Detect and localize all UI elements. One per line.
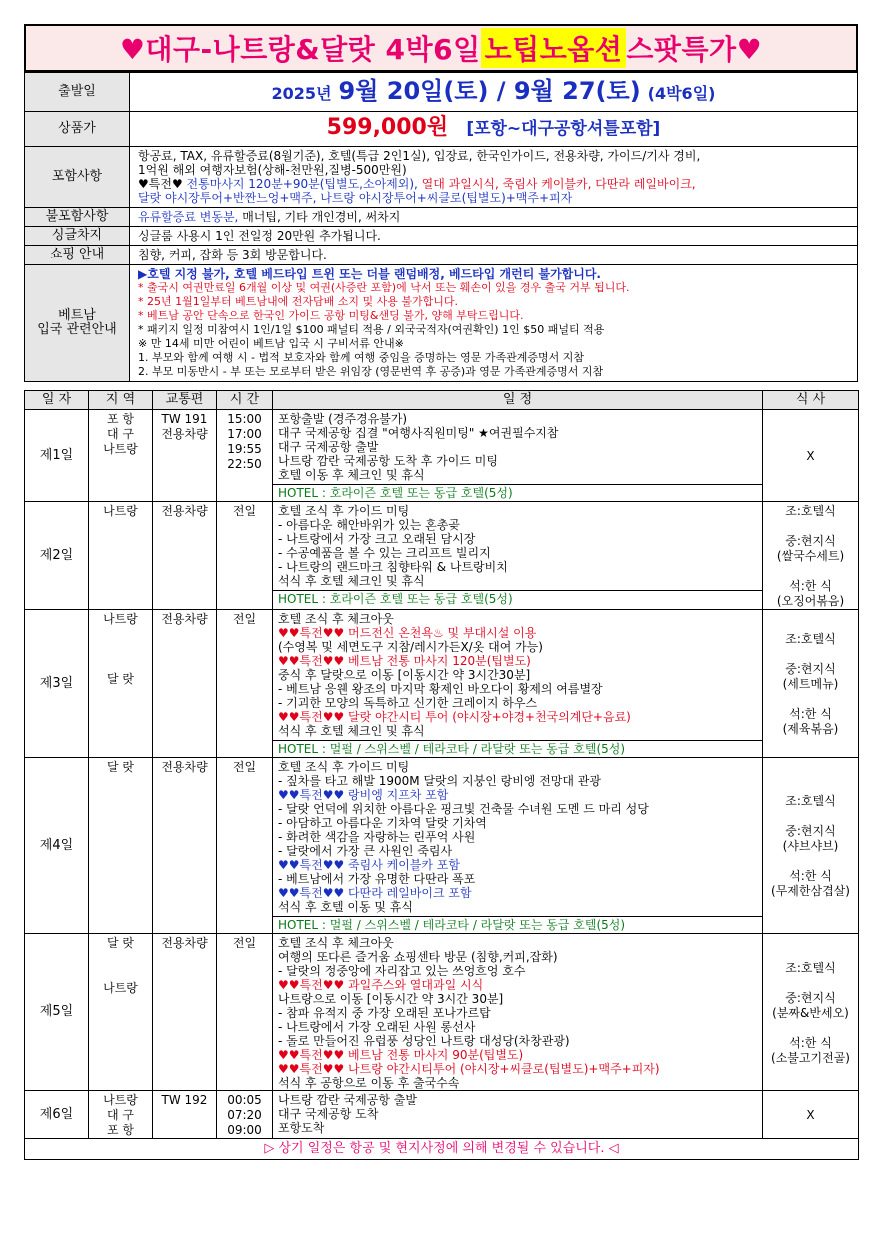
itinerary-line: - 베트남에서 가장 유명한 다딴라 폭포 (278, 872, 476, 886)
itinerary-line: ♥♥특전♥♥ 다딴라 레일바이크 포함 (278, 886, 472, 900)
meal-cell-line (763, 976, 858, 991)
single-label: 싱글차지 (25, 227, 130, 246)
transport-cell (153, 502, 217, 610)
meal-cell (763, 410, 859, 502)
transport-cell (153, 758, 217, 934)
transport-cell (153, 1091, 217, 1139)
excluded-fuel: 유류할증료 변동분, (138, 210, 239, 224)
header-day: 일 자 (25, 391, 89, 410)
schedule-row (25, 502, 859, 610)
itinerary-line: ♥♥특전♥♥ 머드전신 온천욕♨ 및 부대시설 이용 (278, 626, 537, 640)
day-cell: 제1일 (25, 410, 89, 502)
region-cell-line: 달 랏 (107, 936, 134, 950)
schedule-row (25, 410, 859, 502)
region-cell (89, 502, 153, 610)
shopping-label: 쇼핑 안내 (25, 246, 130, 265)
region-cell-line (89, 951, 152, 966)
title-post: 스팟특가♥ (626, 33, 763, 66)
vietnam-label-1: 베트남 (58, 308, 96, 323)
page-title (24, 24, 858, 72)
meal-cell-line: (샤브샤브) (782, 839, 839, 853)
day-cell: 제2일 (25, 502, 89, 610)
region-cell-line: 나트랑 (103, 612, 138, 626)
meal-cell-line (763, 1021, 858, 1036)
title-pre: ♥대구-나트랑&달랏 4박6일 (119, 33, 481, 66)
itinerary-cell (273, 1091, 763, 1139)
itinerary-line: 포항도착 (278, 1121, 325, 1135)
excluded-rest: 매너팁, 기타 개인경비, 써차지 (238, 210, 401, 224)
itinerary-line: 대구 국제공항 도착 (278, 1107, 379, 1121)
day-cell: 제3일 (25, 610, 89, 758)
itinerary-line: - 아담하고 아름다운 기차역 달랏 기차역 (278, 816, 487, 830)
itinerary-line: ♥♥특전♥♥ 베트남 전통 마사지 120분(팁별도) (278, 654, 531, 668)
itinerary-line: ♥♥특전♥♥ 나트랑 야간시티투어 (야시장+씨클로(팁별도)+맥주+피자) (278, 1062, 660, 1076)
meal-cell (763, 1091, 859, 1139)
departure-year: 2025년 (271, 83, 332, 103)
vietnam-line: * 25년 1월1일부터 베트남내에 전자담배 소지 및 사용 불가합니다. (138, 295, 458, 308)
header-transport: 교통편 (153, 391, 217, 410)
special-line-2: 달랏 야시장투어+반짠느엉+맥주, 나트랑 야시장투어+씨클로(팁별도)+맥주+피자 (138, 191, 573, 205)
price-row (25, 112, 858, 147)
transport-cell-line: 전용차량 (161, 612, 208, 626)
region-cell-line: 대 구 (107, 427, 134, 441)
time-cell-line: 전일 (232, 504, 257, 518)
vietnam-row (25, 265, 858, 382)
itinerary-line: ♥♥특전♥♥ 죽림사 케이블카 포함 (278, 858, 460, 872)
itinerary-line: 호텔 조식 후 체크아웃 (278, 612, 394, 626)
meal-cell (763, 502, 859, 610)
meal-cell-line: 조:호텔식 (785, 960, 836, 975)
departure-label: 출발일 (25, 73, 130, 112)
time-cell-line: 09:00 (227, 1123, 262, 1137)
schedule-row (25, 1091, 859, 1139)
itinerary-line: 여행의 또다른 즐거움 쇼핑센타 방문 (침향,커피,잡화) (278, 950, 558, 964)
day-cell: 제5일 (25, 934, 89, 1091)
meal-cell-line: X (806, 1108, 815, 1122)
meal-cell-line: (쌀국수세트) (776, 549, 845, 563)
transport-cell-line: 전용차량 (161, 427, 208, 441)
meal-cell-line (763, 519, 858, 534)
itinerary-line: 호텔 조식 후 가이드 미팅 (278, 504, 410, 518)
itinerary-line: - 참파 유적지 중 가장 오래된 포나가르탑 (278, 1006, 491, 1020)
itinerary-line: 석식 후 호텔 체크인 및 휴식 (278, 574, 425, 588)
vietnam-line: ▶호텔 지정 불가, 호텔 베드타입 트윈 또는 더블 랜덤배정, 베드타입 개런티 불가합니다. (138, 267, 601, 281)
special-prefix: ♥특전♥ (138, 177, 187, 191)
transport-cell-line: TW 191 (161, 412, 208, 426)
time-cell-line: 07:20 (227, 1108, 262, 1122)
price-note: [포항~대구공항셔틀포함] (466, 119, 661, 139)
region-cell-line (89, 642, 152, 657)
vietnam-label-2: 입국 관련안내 (37, 322, 117, 337)
day-cell: 제6일 (25, 1091, 89, 1139)
meal-cell-line: 석:한 식 (789, 869, 832, 883)
itinerary-line: 중식 후 달랏으로 이동 [이동시간 약 3시간30분] (278, 668, 531, 682)
transport-cell (153, 610, 217, 758)
meal-cell-line: (무제한삼겹살) (771, 884, 850, 898)
region-cell-line: 포 항 (107, 412, 134, 426)
meal-cell-line (763, 809, 858, 824)
meal-cell-line: 조:호텔식 (785, 632, 836, 646)
itinerary-line: 나트랑 깜란 국제공항 도착 후 가이드 미팅 (278, 454, 498, 468)
itinerary-cell (273, 610, 763, 758)
included-value (130, 147, 858, 208)
region-cell-line (89, 657, 152, 672)
region-cell (89, 410, 153, 502)
region-cell (89, 610, 153, 758)
meal-cell (763, 610, 859, 758)
region-cell-line (89, 966, 152, 981)
region-cell (89, 1091, 153, 1139)
schedule-body (25, 410, 859, 1139)
vietnam-line: 2. 부모 미동반시 - 부 또는 모로부터 받은 위임장 (영문번역 후 공증)과 영문 가족관계증명서 지참 (138, 365, 604, 378)
meal-cell-line (763, 564, 858, 579)
itinerary-line: 호텔 조식 후 가이드 미팅 (278, 760, 410, 774)
region-cell (89, 934, 153, 1091)
special-line-1 (138, 177, 849, 191)
itinerary-line: 호텔 조식 후 체크아웃 (278, 936, 394, 950)
itinerary-line: - 기괴한 모양의 독특하고 신기한 크레이지 하우스 (278, 696, 538, 710)
departure-row (25, 73, 858, 112)
itinerary-line: 포항출발 (경주경유불가) (278, 412, 408, 426)
region-cell (89, 758, 153, 934)
price-value (130, 112, 858, 147)
time-cell-line: 00:05 (227, 1093, 262, 1107)
transport-cell-line: 전용차량 (161, 504, 208, 518)
meal-cell-line: 중:현지식 (785, 990, 836, 1005)
region-cell-line: 달 랏 (107, 760, 134, 774)
region-cell-line: 나트랑 (103, 981, 138, 995)
transport-cell-line: 전용차량 (161, 760, 208, 774)
itinerary-line: - 화려한 색감을 자랑하는 린푸억 사원 (278, 830, 476, 844)
time-cell (217, 410, 273, 502)
excluded-value (130, 208, 858, 227)
transport-cell-line: 전용차량 (161, 936, 208, 950)
time-cell-line: 전일 (232, 760, 257, 774)
schedule-row (25, 934, 859, 1091)
day-cell: 제4일 (25, 758, 89, 934)
region-cell-line (89, 627, 152, 642)
meal-cell-line: X (806, 449, 815, 463)
schedule-row (25, 610, 859, 758)
itinerary-cell (273, 758, 763, 934)
time-cell-line: 15:00 (227, 412, 262, 426)
region-cell-line: 포 항 (107, 1123, 134, 1137)
itinerary-line: (수영복 및 세면도구 지참/레시가든X/옷 대여 가능) (278, 640, 543, 654)
meal-cell (763, 934, 859, 1091)
itinerary-line: ♥♥특전♥♥ 베트남 전통 마사지 90분(팁별도) (278, 1048, 524, 1062)
vietnam-line: ※ 만 14세 미만 어린이 베트남 입국 시 구비서류 안내※ (138, 337, 404, 350)
transport-cell (153, 410, 217, 502)
vietnam-value (130, 265, 858, 382)
hotel-line: HOTEL : 호라이즌 호텔 또는 동급 호텔(5성) (273, 590, 762, 607)
vietnam-line: * 패키지 일정 미참여시 1인/1일 $100 패널티 적용 / 외국국적자(여권확인) 1인 $50 패널티 적용 (138, 323, 605, 336)
time-cell (217, 934, 273, 1091)
vietnam-label (25, 265, 130, 382)
meal-cell-line: 중:현지식 (785, 662, 836, 676)
included-line-1: 항공료, TAX, 유류할증료(8월기준), 호텔(특급 2인1실), 입장료, 한국인가이드, 전용차량, 가이드/기사 경비, (138, 149, 701, 163)
header-itinerary: 일 정 (273, 391, 763, 410)
itinerary-line: 대구 국제공항 집결 "여행사직원미팅" ★여권필수지참 (278, 426, 559, 440)
meal-cell-line: 중:현지식 (785, 824, 836, 838)
itinerary-line: - 아름다운 해안바위가 있는 혼총곶 (278, 518, 460, 532)
time-cell (217, 502, 273, 610)
meal-cell-line (763, 854, 858, 869)
meal-cell-line: (제육볶음) (782, 722, 839, 736)
meal-cell-line (763, 647, 858, 662)
vietnam-line: * 출국시 여권만료일 6개월 이상 및 여권(사증란 포함)에 낙서 또는 훼손이 있을 경우 출국 거부 됩니다. (138, 281, 630, 294)
transport-cell-line: TW 192 (161, 1093, 208, 1107)
time-cell-line: 19:55 (227, 442, 262, 456)
itinerary-line: - 나트랑에서 가장 크고 오래된 담시장 (278, 532, 476, 546)
excluded-label: 불포함사항 (25, 208, 130, 227)
itinerary-line: 나트랑으로 이동 [이동시간 약 3시간 30분] (278, 992, 504, 1006)
meal-cell (763, 758, 859, 934)
notice-row (25, 1139, 859, 1160)
itinerary-cell (273, 934, 763, 1091)
included-line-2: 1억원 해외 여행자보험(상해-천만원,질병-500만원) (138, 163, 407, 177)
shopping-row (25, 246, 858, 265)
included-row (25, 147, 858, 208)
time-cell-line: 22:50 (227, 457, 262, 471)
itinerary-cell (273, 410, 763, 502)
time-cell-line: 전일 (232, 936, 257, 950)
shopping-value: 침향, 커피, 잡화 등 3회 방문합니다. (130, 246, 858, 265)
header-meals: 식 사 (763, 391, 859, 410)
special-a: 전통마사지 120분+90분(팁별도,소아제외), (186, 177, 422, 191)
itinerary-line: - 수공예품을 볼 수 있는 크리프트 빌리지 (278, 546, 491, 560)
page (24, 24, 858, 1160)
excluded-row (25, 208, 858, 227)
meal-cell-line: (오징어볶음) (776, 594, 845, 608)
itinerary-line: - 나트랑의 랜드마크 침향타워 & 나트랑비치 (278, 560, 508, 574)
departure-dates: 9월 20일(토) / 9월 27(토) (338, 76, 641, 105)
itinerary-line: - 베트남 응웬 왕조의 마지막 황제인 바오다이 황제의 여름별장 (278, 682, 603, 696)
itinerary-line: - 짚차를 타고 해발 1900M 달랏의 지붕인 랑비엥 전망대 관광 (278, 774, 601, 788)
meal-cell-line: (소불고기전골) (771, 1050, 850, 1065)
region-cell-line: 나트랑 (103, 442, 138, 456)
meal-cell-line: 석:한 식 (789, 1035, 832, 1050)
schedule-notice: ▷ 상기 일정은 항공 및 현지사정에 의해 변경될 수 있습니다. ◁ (25, 1139, 859, 1160)
hotel-line: HOTEL : 멀펄 / 스위스벨 / 테라코타 / 라달랏 또는 동급 호텔(5성) (273, 916, 762, 933)
itinerary-line: - 달랏 언덕에 위치한 아름다운 핑크빛 건축물 수녀원 도멘 드 마리 성당 (278, 802, 649, 816)
schedule-table (24, 390, 859, 1160)
time-cell (217, 610, 273, 758)
header-region: 지 역 (89, 391, 153, 410)
special-b: 열대 과일시식, 죽림사 케이블카, 다딴라 레일바이크, (421, 177, 696, 191)
itinerary-line: 석식 후 공항으로 이동 후 출국수속 (278, 1076, 460, 1090)
price-label: 상품가 (25, 112, 130, 147)
transport-cell (153, 934, 217, 1091)
meal-cell-line: 조:호텔식 (785, 504, 836, 518)
time-cell-line: 전일 (232, 612, 257, 626)
itinerary-line: - 나트랑에서 가장 오래된 사원 롱선사 (278, 1020, 476, 1034)
itinerary-line: 나트랑 깜란 국제공항 출발 (278, 1093, 417, 1107)
meal-cell-line: (분짜&반세오) (772, 1005, 849, 1020)
region-cell-line: 나트랑 (103, 1093, 138, 1107)
itinerary-cell (273, 502, 763, 610)
itinerary-line: ♥♥특전♥♥ 과일주스와 열대과일 시식 (278, 978, 484, 992)
itinerary-line: - 돌로 만들어진 유럽풍 성당인 나트랑 대성당(차창관광) (278, 1034, 570, 1048)
schedule-header (25, 391, 859, 410)
meal-cell-line: (세트메뉴) (782, 677, 839, 691)
time-cell-line: 17:00 (227, 427, 262, 441)
vietnam-line: 1. 부모와 함께 여행 시 - 법적 보호자와 함께 여행 중임을 증명하는 영문 가족관계증명서 지참 (138, 351, 584, 364)
itinerary-line: 석식 후 호텔 이동 및 휴식 (278, 900, 413, 914)
region-cell-line: 대 구 (107, 1108, 134, 1122)
included-label: 포함사항 (25, 147, 130, 208)
departure-value (130, 73, 858, 112)
departure-duration: (4박6일) (647, 83, 716, 103)
schedule-row (25, 758, 859, 934)
itinerary-line: - 달랏의 정중앙에 자리잡고 있는 쓰엉흐엉 호수 (278, 964, 526, 978)
title-highlight: 노팁노옵션 (481, 28, 627, 68)
price-amount: 599,000원 (326, 115, 449, 140)
hotel-line: HOTEL : 호라이즌 호텔 또는 동급 호텔(5성) (273, 484, 762, 501)
itinerary-line: ♥♥특전♥♥ 랑비엥 지프차 포함 (278, 788, 449, 802)
itinerary-line: 호텔 이동 후 체크인 및 휴식 (278, 468, 425, 482)
region-cell-line: 달 랏 (107, 672, 134, 686)
header-time: 시 간 (217, 391, 273, 410)
info-table (24, 72, 858, 382)
time-cell (217, 1091, 273, 1139)
meal-cell-line: 석:한 식 (789, 579, 832, 593)
time-cell (217, 758, 273, 934)
meal-cell-line (763, 692, 858, 707)
single-row (25, 227, 858, 246)
hotel-line: HOTEL : 멀펄 / 스위스벨 / 테라코타 / 라달랏 또는 동급 호텔(5성) (273, 740, 762, 757)
meal-cell-line: 중:현지식 (785, 534, 836, 548)
meal-cell-line: 조:호텔식 (785, 794, 836, 808)
itinerary-line: ♥♥특전♥♥ 달랏 야간시티 투어 (야시장+야경+천국의계단+음료) (278, 710, 631, 724)
single-value: 싱글룸 사용시 1인 전일정 20만원 추가됩니다. (130, 227, 858, 246)
vietnam-line: * 베트남 공안 단속으로 한국인 가이드 공항 미팅&샌딩 불가, 양해 부탁드립니다. (138, 309, 524, 322)
itinerary-line: - 달랏에서 가장 큰 사원인 죽림사 (278, 844, 453, 858)
itinerary-line: 석식 후 호텔 체크인 및 휴식 (278, 724, 425, 738)
region-cell-line: 나트랑 (103, 504, 138, 518)
itinerary-line: 대구 국제공항 출발 (278, 440, 379, 454)
meal-cell-line: 석:한 식 (789, 707, 832, 721)
